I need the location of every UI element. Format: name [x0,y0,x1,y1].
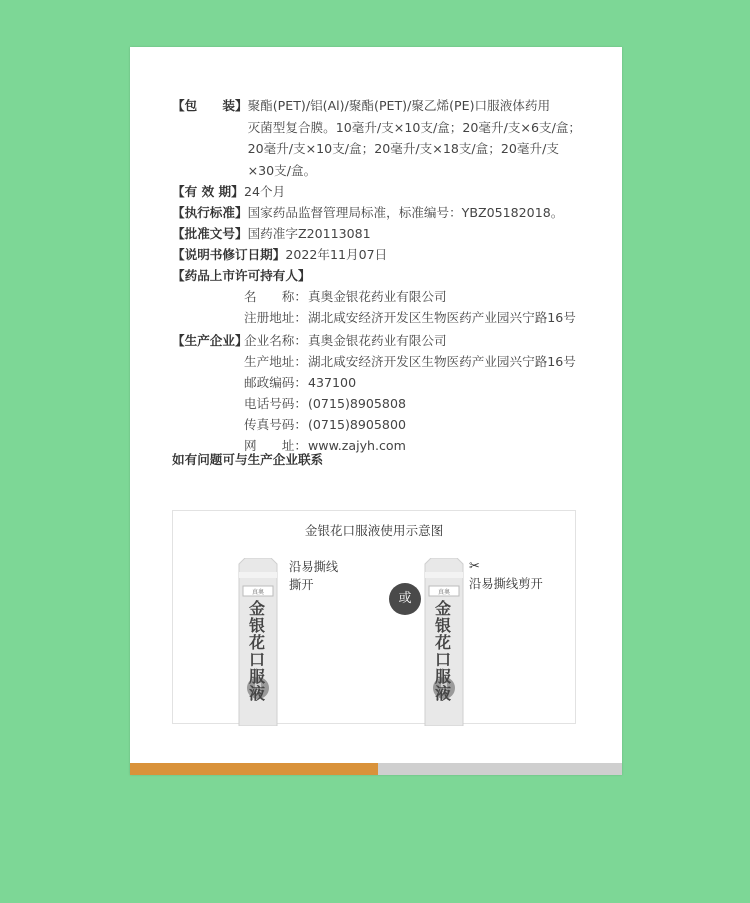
left-instruction-line: 撕开 [289,578,314,592]
sachet-right-name: 金银花口服液 [434,599,451,703]
revision-value: 2022年11月07日 [285,247,388,262]
producer-row [244,330,604,351]
contact-note: 如有问题可与生产企业联系 [172,452,324,467]
or-badge: 或 [389,583,421,615]
validity-label: 【有 效 期】 [172,184,244,199]
producer-key: 企业名称： [244,333,307,348]
producer-label: 【生产企业】 [172,333,248,348]
producer-row [244,351,604,372]
approval-row [172,223,612,244]
sheet-content [172,95,612,456]
sachet-left-brand: 真奥 [251,589,264,596]
packaging-line: 20毫升/支×10支/盒；20毫升/支×18支/盒；20毫升/支 [247,141,559,156]
holder-details [172,286,612,328]
revision-label: 【说明书修订日期】 [172,247,286,262]
packaging-line: ×30支/盒。 [247,162,317,178]
packaging-line: 灭菌型复合膜。10毫升/支×10支/盒；20毫升/支×6支/盒； [247,119,582,135]
producer-section [172,330,612,456]
producer-value: www.zajyh.com [308,438,406,453]
left-instruction-line: 沿易撕线 [289,560,339,574]
producer-value: (0715)8905808 [308,396,406,411]
holder-label: 【药品上市许可持有人】 [172,268,311,283]
validity-value: 24个月 [244,184,286,199]
producer-row [244,393,604,414]
approval-label: 【批准文号】 [172,226,248,241]
holder-row [172,265,612,286]
stripe-orange [130,763,378,775]
scissors-icon: ✂ [469,559,480,574]
sachet-left-name: 金银花口服液 [248,599,265,703]
holder-address-value: 湖北咸安经济开发区生物医药产业园兴宁路16号 [308,310,576,325]
validity-row [172,181,612,202]
producer-row [244,372,604,393]
holder-address-row [244,307,604,328]
approval-value: 国药准字Z20113081 [247,226,371,241]
producer-row [244,414,604,435]
packaging-line: 聚酯(PET)/铝(Al)/聚酯(PET)/聚乙烯(PE)口服液体药用 [247,98,551,113]
sachet-left [237,558,279,726]
bottom-stripe [130,763,622,775]
holder-address-key: 注册地址： [244,310,307,325]
standard-label: 【执行标准】 [172,205,248,220]
producer-key: 网 址： [244,438,307,453]
producer-value: (0715)8905800 [308,417,406,432]
producer-key: 生产地址： [244,354,307,369]
producer-value: 真奥金银花药业有限公司 [308,333,447,348]
producer-key: 传真号码： [244,417,307,432]
stripe-grey [378,763,622,775]
producer-value: 湖北咸安经济开发区生物医药产业园兴宁路16号 [308,354,576,369]
instruction-sheet [130,47,622,775]
sachet-right [423,558,465,726]
sachet-right-brand: 真奥 [437,589,450,596]
right-instruction: 沿易撕线剪开 [469,577,543,591]
revision-row [172,244,612,265]
usage-diagram [172,510,576,724]
holder-name-row [244,286,604,307]
packaging-text [248,95,612,181]
packaging-label: 【包 装】 [172,98,248,113]
standard-row [172,202,612,223]
diagram-title: 金银花口服液使用示意图 [304,523,444,538]
producer-key: 邮政编码： [244,375,307,390]
standard-value: 国家药品监督管理局标准，标准编号：YBZ05182018。 [247,205,564,220]
producer-value: 437100 [308,375,357,390]
holder-name-value: 真奥金银花药业有限公司 [308,289,447,304]
holder-name-key: 名 称： [244,289,307,304]
left-instruction [289,558,338,594]
producer-key: 电话号码： [244,396,307,411]
packaging-section [172,95,612,181]
